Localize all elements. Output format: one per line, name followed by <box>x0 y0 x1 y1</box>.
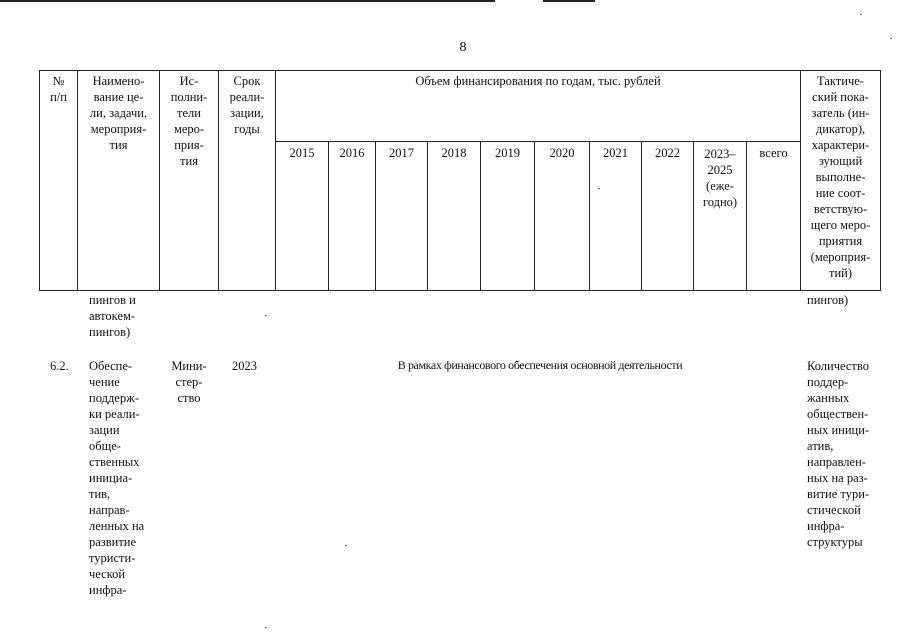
row-financing: В рамках финансового обеспечения основной деятельности <box>397 358 683 372</box>
col-border <box>880 70 881 291</box>
financing-table-header <box>39 70 881 291</box>
col-header-name: Наимено- вание це- ли, задачи, мероприя- тия <box>89 74 148 152</box>
col-header-indicator: Тактиче- ский пока- затель (ин- дикатор), характери- зующий выполне- ние соот- ветствую- щего меро- приятия (мероприя- тий) <box>810 74 871 280</box>
col-border <box>427 141 428 291</box>
col-border <box>275 70 276 291</box>
col-border <box>589 141 590 291</box>
scan-border-top <box>0 0 495 2</box>
table-bottom-border <box>39 290 881 291</box>
page-number: 8 <box>459 40 467 55</box>
col-header-term: Срок реали- зации, годы <box>229 74 265 136</box>
year-2016: 2016 <box>339 146 365 160</box>
continuation-indicator: пингов) <box>807 293 849 307</box>
scan-speck <box>265 627 267 628</box>
scan-speck <box>265 315 267 316</box>
scan-speck <box>345 545 347 546</box>
col-border <box>534 141 535 291</box>
col-border <box>480 141 481 291</box>
year-2018: 2018 <box>441 146 467 160</box>
col-header-total: всего <box>759 146 788 160</box>
col-border <box>375 141 376 291</box>
col-header-period: 2023– 2025 (еже- годно) <box>702 147 738 209</box>
scan-speck <box>598 188 600 189</box>
year-2021: 2021 <box>603 146 628 160</box>
row-name: Обеспе- чение поддерж- ки реали- зации обще- ственных инициа- тив, направ- ленных на развитие туристи- ческой инфра- <box>89 359 145 597</box>
col-border <box>746 141 747 291</box>
row-number: 6.2. <box>50 359 69 373</box>
years-divider <box>275 141 800 142</box>
year-2015: 2015 <box>289 146 315 160</box>
year-2019: 2019 <box>495 146 520 160</box>
continuation-name: пингов и автокем- пингов) <box>89 293 136 339</box>
row-executor: Мини- стер- ство <box>171 359 207 405</box>
col-header-executors: Ис- полни- тели меро- прия- тия <box>170 74 208 168</box>
year-2022: 2022 <box>655 146 680 160</box>
table-top-border <box>39 70 881 71</box>
year-2020: 2020 <box>549 146 575 160</box>
row-indicator: Количество поддер- жанных обществен- ных иници- атив, направлен- ных на раз- витие тури- стической инфра- структуры <box>807 359 870 549</box>
scan-speck <box>860 14 862 15</box>
col-border <box>328 141 329 291</box>
row-term: 2023 <box>232 359 257 373</box>
scan-speck <box>890 38 892 39</box>
col-header-number: № п/п <box>50 74 67 104</box>
col-header-financing: Объем финансирования по годам, тыс. рублей <box>415 74 661 88</box>
year-2017: 2017 <box>389 146 414 160</box>
scan-border-top-right <box>543 0 595 2</box>
col-border <box>641 141 642 291</box>
